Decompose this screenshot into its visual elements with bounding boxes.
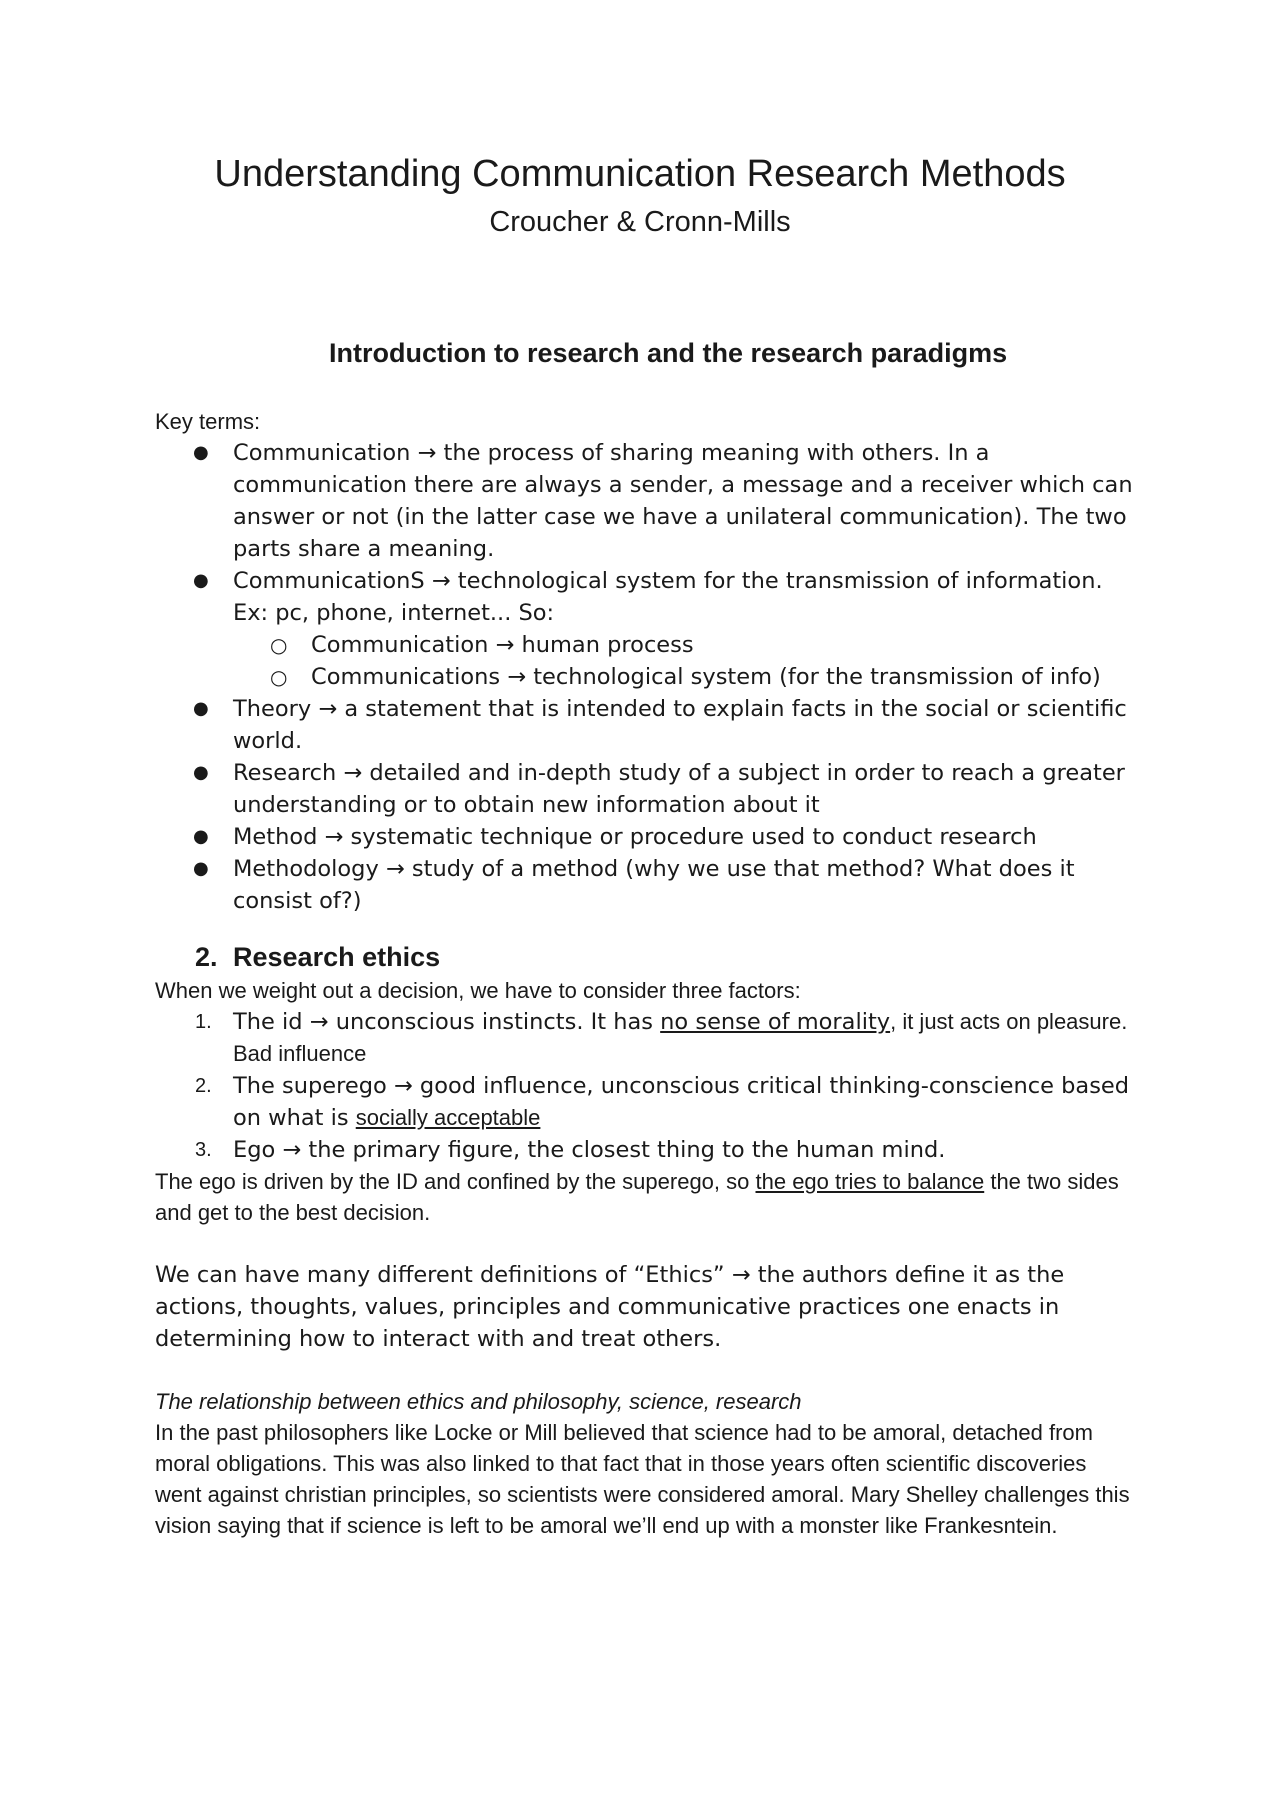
- document-subtitle: Croucher & Cronn-Mills: [489, 206, 791, 238]
- list-item: [155, 565, 1135, 693]
- list-item: [155, 1070, 1135, 1134]
- factors-list: [155, 1006, 1135, 1166]
- factor-text: The superego → good influence, unconscious critical thinking-conscience based on what is: [233, 1073, 1130, 1131]
- key-term-text: Method → systematic technique or procedure used to conduct research: [233, 824, 1037, 850]
- relationship-heading: The relationship between ethics and philosophy, science, research: [155, 1389, 802, 1414]
- list-item: [233, 661, 1135, 693]
- factor-text-end: , it just acts on pleasure. Bad influence: [233, 1009, 1128, 1066]
- section-heading: Introduction to research and the research paradigms: [329, 338, 1008, 368]
- list-number: 2.: [195, 1075, 212, 1097]
- list-number: 1.: [195, 1011, 212, 1033]
- list-item: [155, 437, 1135, 565]
- key-term-text: Theory → a statement that is intended to explain facts in the social or scientific world.: [233, 696, 1127, 754]
- document-title: Understanding Communication Research Methods: [214, 153, 1066, 195]
- key-terms-list: [155, 437, 1135, 917]
- list-item: [155, 693, 1135, 757]
- sub-list: [233, 629, 1135, 693]
- circle-bullet-icon: ○: [270, 665, 288, 689]
- circle-bullet-icon: ○: [270, 633, 288, 657]
- list-item: [155, 1134, 1135, 1166]
- ethics-definition: We can have many different definitions of “Ethics” → the authors define it as the actions, thoughts, values, principles and communicative practices one enacts in determining how to interact with and treat others.: [155, 1262, 1065, 1352]
- bullet-icon: ●: [193, 570, 209, 591]
- key-term-text: Research → detailed and in-depth study of a subject in order to reach a greater understanding or to obtain new information about it: [233, 760, 1125, 818]
- list-item: [233, 629, 1135, 661]
- bullet-icon: ●: [193, 762, 209, 783]
- key-terms-label: Key terms:: [155, 409, 261, 434]
- key-term-text: Communication → the process of sharing meaning with others. In a communication there are always a sender, a message and a receiver which can answer or not (in the latter case we have a unilateral communication). The two parts share a meaning.: [233, 440, 1133, 562]
- ego-paragraph: [155, 1166, 1135, 1228]
- underlined-text: no sense of morality: [660, 1009, 891, 1035]
- bullet-icon: ●: [193, 858, 209, 879]
- list-item: [155, 821, 1135, 853]
- list-number: 3.: [195, 1139, 212, 1161]
- bullet-icon: ●: [193, 826, 209, 847]
- underlined-text: the ego tries to balance: [755, 1169, 985, 1194]
- underlined-text: socially acceptable: [355, 1105, 541, 1130]
- sub-term-text: Communication → human process: [311, 632, 694, 658]
- ethics-intro: When we weight out a decision, we have to consider three factors:: [155, 978, 801, 1003]
- ego-text: The ego is driven by the ID and confined by the superego, so: [155, 1169, 756, 1194]
- factor-text: The id → unconscious instincts. It has: [233, 1009, 661, 1035]
- bullet-icon: ●: [193, 698, 209, 719]
- document-body: [155, 407, 1135, 1541]
- heading-number: 2.: [195, 942, 218, 972]
- research-ethics-heading: [155, 939, 1135, 975]
- key-term-text: CommunicationS → technological system for the transmission of information. Ex: pc, phone, internet... So:: [233, 568, 1103, 626]
- list-item: [155, 853, 1135, 917]
- factor-text: Ego → the primary figure, the closest thing to the human mind.: [233, 1137, 946, 1163]
- sub-term-text: Communications → technological system (for the transmission of info): [311, 664, 1101, 690]
- key-term-text: Methodology → study of a method (why we use that method? What does it consist of?): [233, 856, 1075, 914]
- list-item: [155, 1006, 1135, 1070]
- list-item: [155, 757, 1135, 821]
- bullet-icon: ●: [193, 442, 209, 463]
- ego-text-end: the two sides and get to the best decision.: [155, 1169, 1119, 1225]
- relationship-paragraph: In the past philosophers like Locke or Mill believed that science had to be amoral, detached from moral obligations. This was also linked to that fact that in those years often scientific discoveries went against christian principles, so scientists were considered amoral. Mary Shelley challenges this vision saying that if science is left to be amoral we’ll end up with a monster like Frankesntein.: [155, 1420, 1130, 1538]
- heading-text: Research ethics: [233, 942, 441, 972]
